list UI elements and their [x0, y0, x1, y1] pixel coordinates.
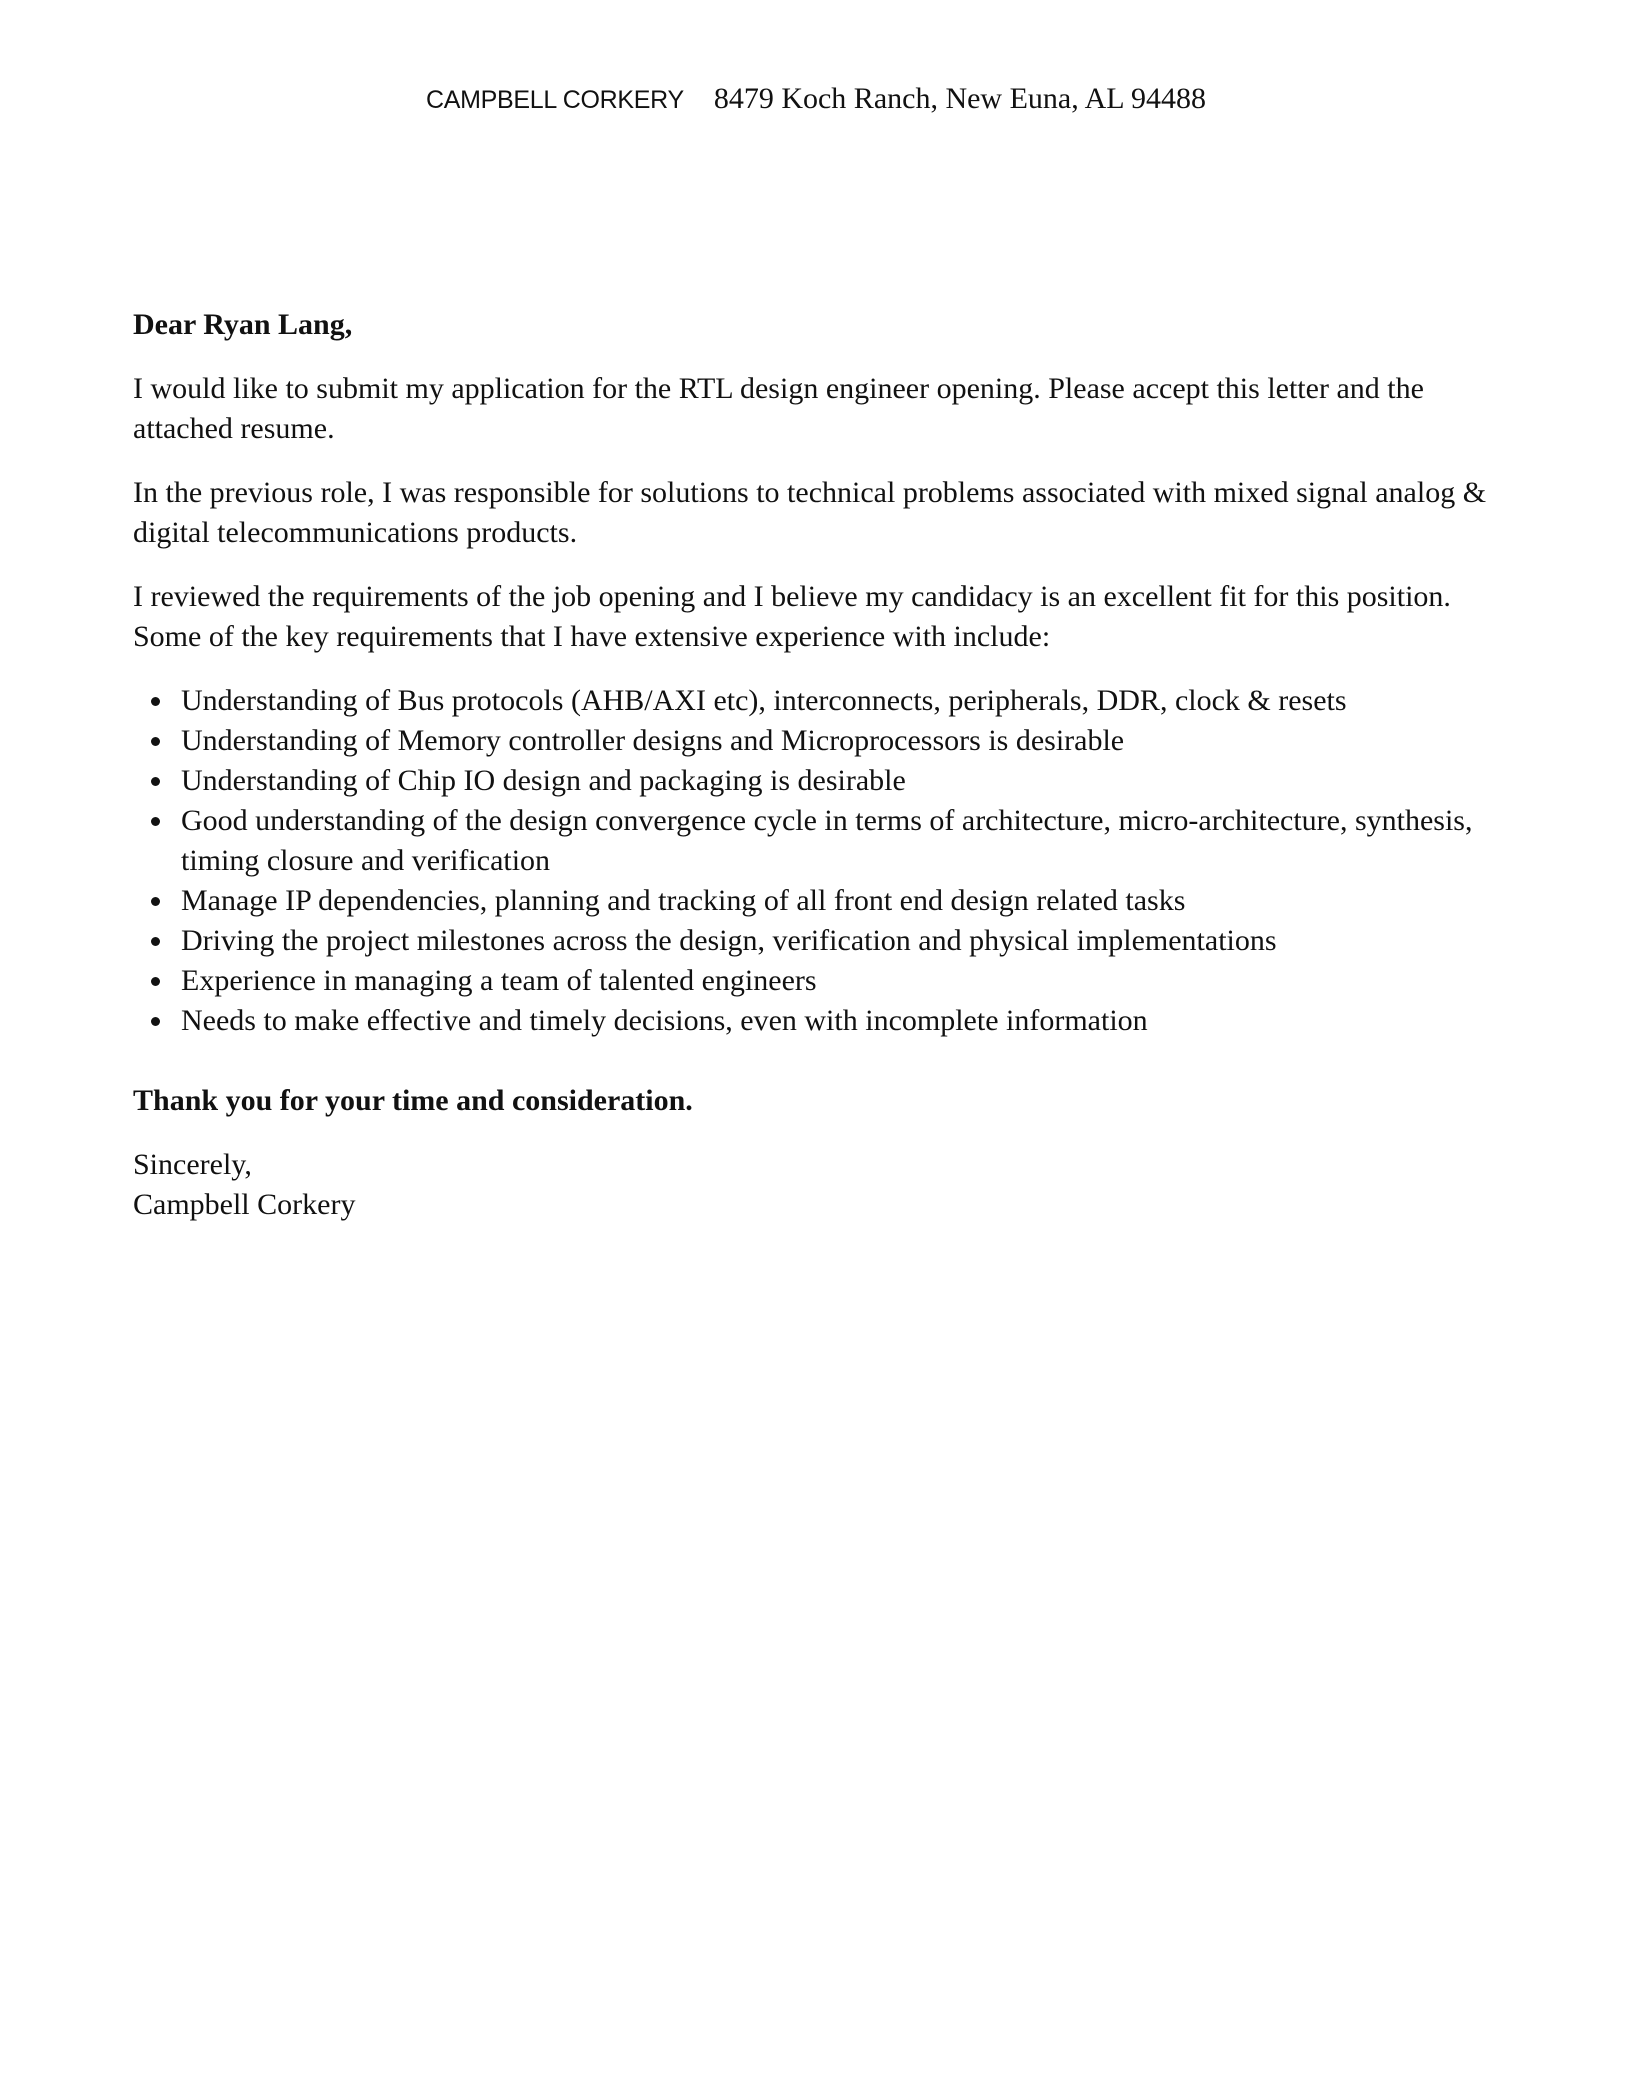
list-item-text: Good understanding of the design convergence cycle in terms of architecture, micro-architecture, synthesis, timing closure and verification [181, 804, 1473, 877]
list-item-text: Manage IP dependencies, planning and tracking of all front end design related tasks [181, 884, 1186, 917]
salutation: Dear Ryan Lang, [133, 308, 353, 341]
sender-name: CAMPBELL CORKERY [426, 86, 684, 114]
sender-address: 8479 Koch Ranch, New Euna, AL 94488 [713, 82, 1206, 115]
signoff: Sincerely, [133, 1148, 252, 1181]
bullet-icon [151, 817, 160, 826]
list-item-text: Experience in managing a team of talented engineers [181, 964, 817, 997]
bullet-icon [151, 937, 160, 946]
experience-paragraph: In the previous role, I was responsible for solutions to technical problems associated with mixed signal analog & digital telecommunications products. [133, 476, 1487, 549]
intro-paragraph: I would like to submit my application for the RTL design engineer opening. Please accept this letter and the attached resume. [133, 372, 1424, 445]
list-item [181, 881, 1503, 921]
bullet-icon [151, 977, 160, 986]
letter-header [0, 82, 1632, 116]
bullet-icon [151, 1017, 160, 1026]
list-item [181, 921, 1503, 961]
list-item [181, 721, 1503, 761]
list-item-text: Driving the project milestones across the design, verification and physical implementations [181, 924, 1277, 957]
list-item-text: Needs to make effective and timely decisions, even with incomplete information [181, 1004, 1148, 1037]
list-item [181, 801, 1503, 881]
bullet-icon [151, 897, 160, 906]
list-item-text: Understanding of Bus protocols (AHB/AXI etc), interconnects, peripherals, DDR, clock & resets [181, 684, 1347, 717]
closing-line: Thank you for your time and consideration. [133, 1084, 693, 1117]
list-item-text: Understanding of Memory controller designs and Microprocessors is desirable [181, 724, 1125, 757]
bullet-icon [151, 737, 160, 746]
list-item [181, 1001, 1503, 1041]
requirements-list [133, 681, 1503, 1041]
bullet-icon [151, 777, 160, 786]
list-item [181, 761, 1503, 801]
letter-body [133, 305, 1503, 1225]
list-item-text: Understanding of Chip IO design and packaging is desirable [181, 764, 906, 797]
bullet-icon [151, 697, 160, 706]
list-item [181, 961, 1503, 1001]
list-item [181, 681, 1503, 721]
requirements-intro-paragraph: I reviewed the requirements of the job opening and I believe my candidacy is an excellent fit for this position. Some of the key requirements that I have extensive experience with include: [133, 580, 1451, 653]
signature: Campbell Corkery [133, 1188, 356, 1221]
